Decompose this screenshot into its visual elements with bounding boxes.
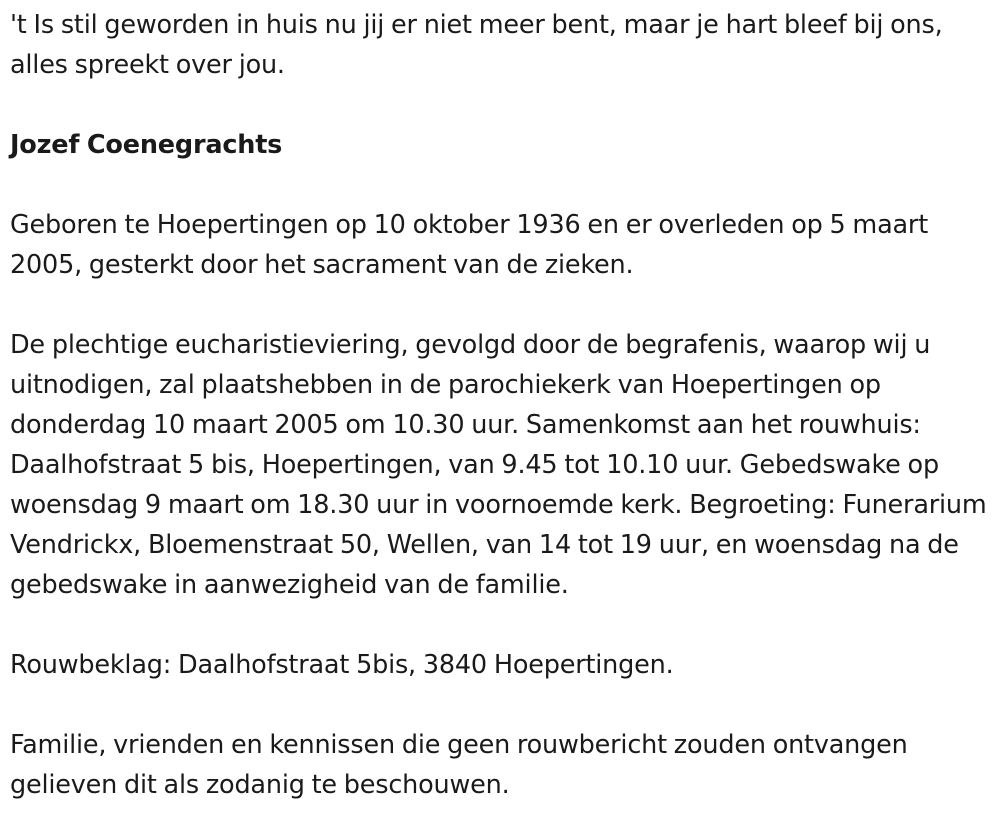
deceased-name: Jozef Coenegrachts — [10, 130, 283, 160]
birth-death-paragraph: Geboren te Hoepertingen op 10 oktober 1936 en er overleden op 5 maart 2005, gesterkt door het sacrament van de zieken. — [10, 210, 929, 280]
spacer — [10, 685, 995, 725]
spacer — [10, 165, 995, 205]
spacer — [10, 85, 995, 125]
spacer — [10, 285, 995, 325]
obituary-notice — [10, 5, 995, 805]
ceremony-details-paragraph: De plechtige eucharistieviering, gevolgd door de begrafenis, waarop wij u uitnodigen, zal plaatshebben in de parochiekerk van Hoepertingen op donderdag 10 maart 2005 om 10.30 uur. Samenkomst aan het rouwhuis: Daalhofstraat 5 bis, Hoepertingen, van 9.45 tot 10.10 uur. Gebedswake op woensdag 9 maart om 18.30 uur in voornoemde kerk. Begroeting: Funerarium Vendrickx, Bloemenstraat 50, Wellen, van 14 tot 19 uur, en woensdag na de gebedswake in aanwezigheid van de familie. — [10, 330, 987, 600]
spacer — [10, 605, 995, 645]
opening-quote: 't Is stil geworden in huis nu jij er niet meer bent, maar je hart bleef bij ons, alles spreekt over jou. — [10, 10, 943, 80]
closing-note: Familie, vrienden en kennissen die geen rouwbericht zouden ontvangen gelieven dit als zodanig te beschouwen. — [10, 730, 908, 800]
condolence-address: Rouwbeklag: Daalhofstraat 5bis, 3840 Hoepertingen. — [10, 650, 674, 680]
